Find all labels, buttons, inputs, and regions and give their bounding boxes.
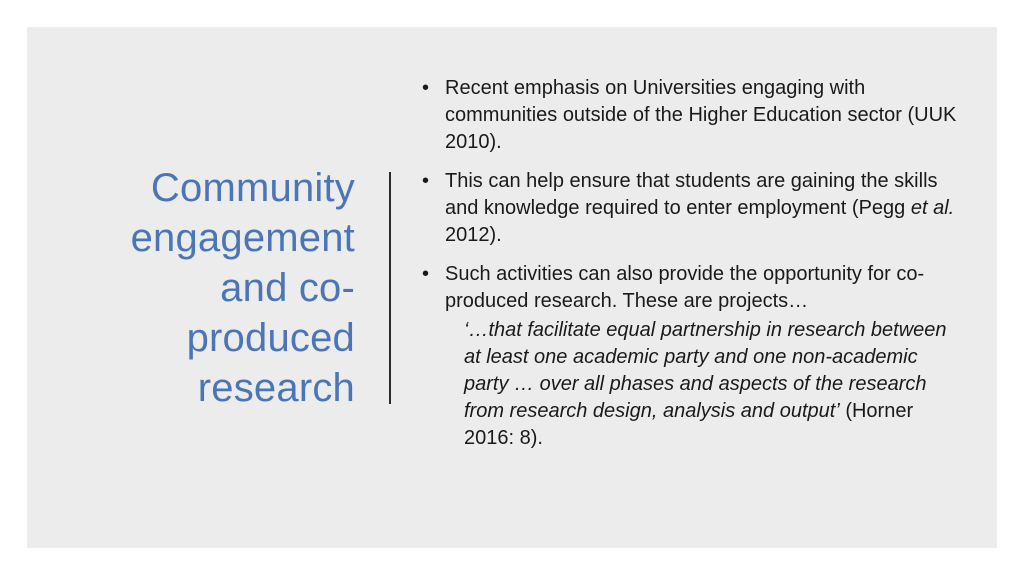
bullet-icon: • <box>422 170 430 192</box>
title-line: engagement <box>130 216 355 260</box>
quote-citation: (Horner 2016: 8). <box>464 400 914 449</box>
bullet-text: Recent emphasis on Universities engaging with communities outside of the Higher Education sector (UUK 2010). <box>445 77 957 153</box>
title-line: produced <box>186 316 355 360</box>
title-line: Community <box>150 166 355 210</box>
bullet-icon: • <box>422 263 430 285</box>
bullet-text-italic: et al. <box>910 197 955 219</box>
slide <box>27 27 997 548</box>
vertical-divider <box>389 172 391 404</box>
bullet-text: Such activities can also provide the opportunity for co-produced research. These are projects… <box>445 263 925 312</box>
bullet-icon: • <box>422 77 430 99</box>
bullet-text-part: This can help ensure that students are gaining the skills and knowledge required to enter employment (Pegg <box>445 170 938 219</box>
title-line: research <box>197 366 355 410</box>
slide-title <box>55 163 355 413</box>
bullet-text <box>445 170 954 246</box>
bullet-item <box>420 168 960 249</box>
title-line: and co- <box>220 266 355 310</box>
bullet-item <box>420 261 960 315</box>
quote-text: ‘…that facilitate equal partnership in research between at least one academic party and one non-academic party … over all phases and aspects of the research from research design, analysis and output’ <box>464 319 947 422</box>
bullet-text-part: 2012). <box>445 224 502 246</box>
bullet-list <box>420 75 960 452</box>
bullet-item <box>420 75 960 156</box>
quote-block <box>420 317 960 452</box>
